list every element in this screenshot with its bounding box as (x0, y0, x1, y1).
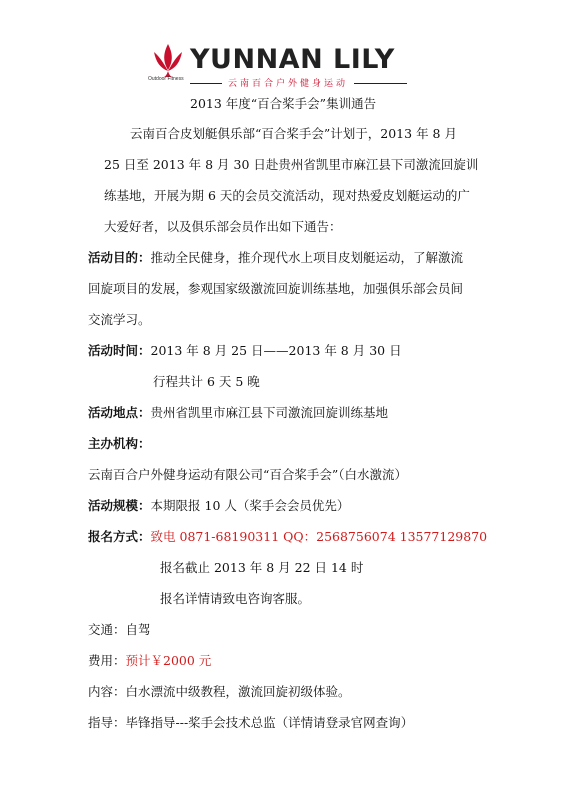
purpose-text-1: 推动全民健身，推介现代水上项目皮划艇运动，了解激流 (150, 250, 464, 265)
scale-label: 活动规模： (88, 498, 151, 513)
purpose-label: 活动目的： (88, 250, 151, 265)
intro-line-3: 练基地，开展为期 6 天的会员交流活动，现对热爱皮划艇运动的广 (104, 188, 470, 203)
time-row (88, 343, 402, 359)
signup-label: 报名方式： (88, 529, 151, 544)
location-value: 贵州省凯里市麻江县下司激流回旋训练基地 (150, 405, 389, 420)
fee-value: 预计￥2000 元 (125, 653, 212, 668)
purpose-text-3: 交流学习。 (88, 312, 151, 327)
transport-label: 交通： (88, 622, 126, 637)
content-row (88, 684, 351, 700)
brand-logo (148, 40, 448, 90)
guide-value: 毕锋指导---桨手会技术总监（详情请登录官网查询） (125, 715, 414, 730)
purpose-text-2: 回旋项目的发展，参观国家级激流回旋训练基地，加强俱乐部会员间 (88, 281, 464, 296)
scale-row (88, 498, 349, 514)
time-value: 2013 年 8 月 25 日——2013 年 8 月 30 日 (150, 343, 402, 358)
slogan-divider-right (354, 83, 407, 84)
signup-row (88, 529, 487, 545)
notice-title: 2013 年度“百合桨手会”集训通告 (190, 96, 377, 111)
fee-label: 费用： (88, 653, 126, 668)
signup-contact: 致电 0871-68190311 QQ：2568756074 13577129870 (150, 529, 488, 544)
content-label: 内容： (88, 684, 126, 699)
location-row (88, 405, 388, 421)
guide-row (88, 715, 413, 731)
time-label: 活动时间： (88, 343, 151, 358)
brand-tagline: Outdoor Fitness (148, 76, 184, 82)
transport-row (88, 622, 151, 638)
purpose-row (88, 250, 463, 266)
guide-label: 指导： (88, 715, 126, 730)
time-note: 行程共计 6 天 5 晚 (153, 374, 260, 389)
lily-flower-icon (148, 40, 188, 78)
location-label: 活动地点： (88, 405, 151, 420)
brand-slogan: 云南百合户外健身运动 (228, 79, 349, 89)
scale-value: 本期限报 10 人（桨手会会员优先） (150, 498, 350, 513)
transport-value: 自驾 (125, 622, 151, 637)
signup-details: 报名详情请致电咨询客服。 (160, 591, 311, 606)
slogan-divider-left (190, 83, 222, 84)
organizer-label: 主办机构： (88, 436, 151, 451)
intro-line-4: 大爱好者，以及俱乐部会员作出如下通告： (104, 219, 342, 234)
organizer-label-row (88, 436, 151, 452)
signup-deadline: 报名截止 2013 年 8 月 22 日 14 时 (160, 560, 364, 575)
content-value: 白水漂流中级教程，激流回旋初级体验。 (125, 684, 351, 699)
organizer-value: 云南百合户外健身运动有限公司“百合桨手会”（白水激流） (88, 467, 408, 482)
intro-line-1: 云南百合皮划艇俱乐部“百合桨手会”计划于，2013 年 8 月 (130, 126, 457, 141)
brand-name: YUNNAN LILY (190, 44, 395, 75)
intro-line-2: 25 日至 2013 年 8 月 30 日赴贵州省凯里市麻江县下司激流回旋训 (104, 157, 479, 172)
fee-row (88, 653, 211, 669)
